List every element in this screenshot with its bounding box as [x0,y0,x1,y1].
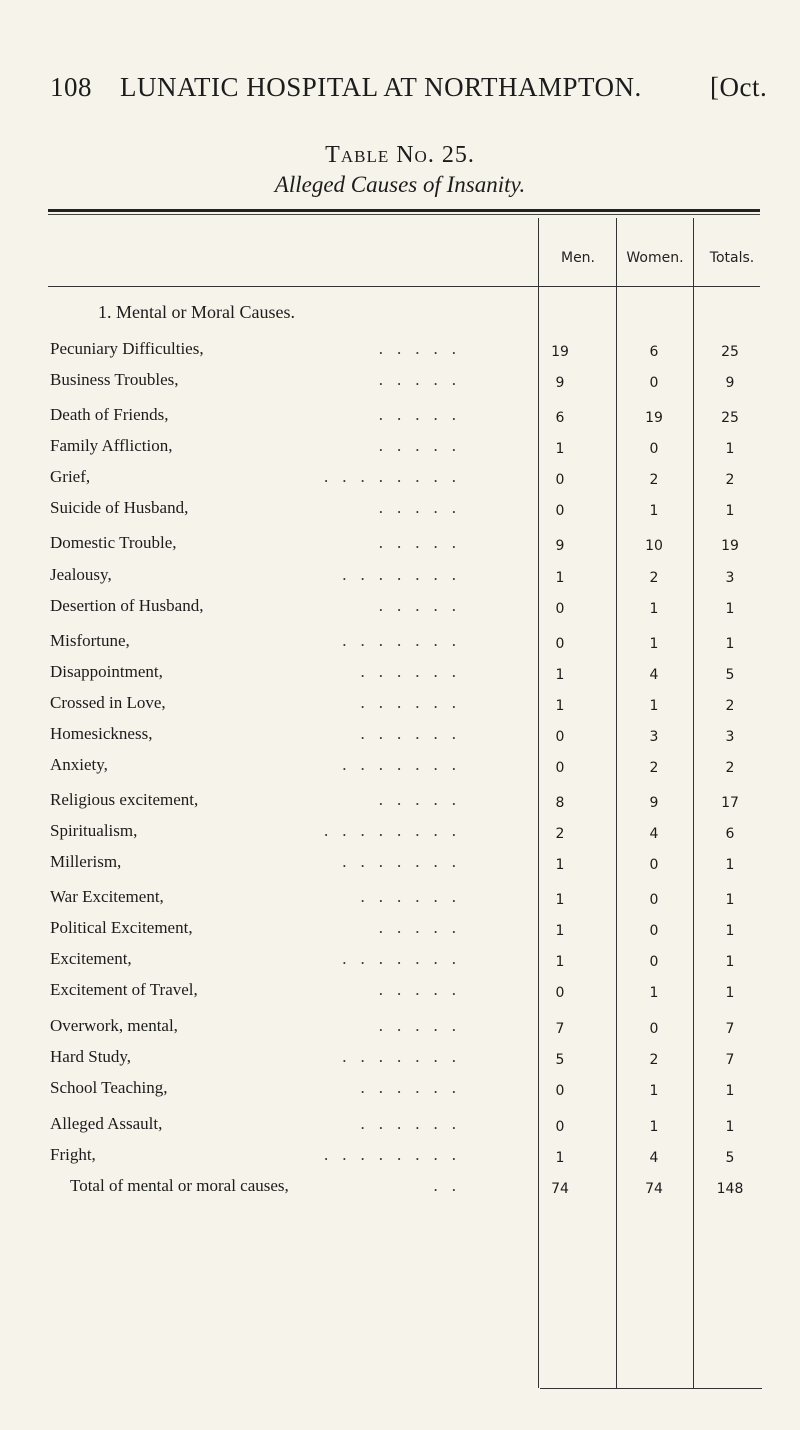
row-leader-dots: ..... [378,980,470,999]
row-men: 1 [555,441,565,457]
row-leader-dots: ..... [378,339,470,358]
row-label: Alleged Assault, [50,1114,163,1133]
row-women: 0 [649,375,659,391]
row-women: 9 [649,795,659,811]
row-totals: 25 [721,344,739,360]
row-women: 1 [649,601,659,617]
row-men: 1 [555,667,565,683]
row-women: 0 [649,857,659,873]
row-women: 2 [649,472,659,488]
table-row [0,631,800,661]
table-row [0,1016,800,1046]
table-row [0,1047,800,1077]
row-label: Suicide of Husband, [50,498,189,517]
row-men: 9 [555,538,565,554]
row-label: Overwork, mental, [50,1016,178,1035]
total-rule [540,1388,762,1389]
row-women: 2 [649,570,659,586]
row-women: 0 [649,954,659,970]
row-leader-dots: ........ [324,821,470,840]
column-header-men: Men. [560,250,595,266]
total-women: 74 [645,1181,663,1197]
row-men: 0 [555,472,565,488]
table-row [0,852,800,882]
row-women: 6 [649,344,659,360]
row-label: Grief, [50,467,91,486]
row-men: 0 [555,1119,565,1135]
table-row [0,1145,800,1175]
section-title-text: 1. Mental or Moral Causes. [98,302,295,322]
row-leader-dots: ..... [378,790,470,809]
row-totals: 2 [725,760,735,776]
row-label: Excitement of Travel, [50,980,198,999]
row-men: 0 [555,985,565,1001]
row-totals: 19 [721,538,739,554]
row-women: 10 [645,538,663,554]
row-leader-dots: ..... [378,405,470,424]
row-totals: 1 [725,857,735,873]
row-leader-dots: ..... [378,436,470,455]
column-header-totals: Totals. [709,250,755,266]
row-men: 1 [555,892,565,908]
row-leader-dots: ..... [378,498,470,517]
row-women: 1 [649,698,659,714]
row-women: 4 [649,1150,659,1166]
row-men: 1 [555,698,565,714]
row-totals: 1 [725,1119,735,1135]
total-totals: 148 [716,1181,744,1197]
row-leader-dots: ..... [378,918,470,937]
row-label: Fright, [50,1145,96,1164]
running-title: LUNATIC HOSPITAL AT NORTHAMPTON. [120,72,642,102]
row-women: 4 [649,826,659,842]
row-label: Domestic Trouble, [50,533,177,552]
row-totals: 25 [721,410,739,426]
row-label: Pecuniary Difficulties, [50,339,204,358]
table-row [0,405,800,435]
row-women: 2 [649,1052,659,1068]
row-label: Political Excitement, [50,918,193,937]
row-leader-dots: ........ [324,467,470,486]
row-men: 0 [555,1083,565,1099]
row-label: Anxiety, [50,755,108,774]
table-title: Table No. 25. [325,142,475,168]
row-label: Millerism, [50,852,122,871]
row-leader-dots: ...... [360,693,470,712]
row-leader-dots: ..... [378,596,470,615]
row-leader-dots: ...... [360,1078,470,1097]
row-women: 0 [649,923,659,939]
row-label: Misfortune, [50,631,130,650]
row-label: Family Affliction, [50,436,173,455]
row-totals: 1 [725,985,735,1001]
row-women: 0 [649,1021,659,1037]
row-leader-dots: ....... [342,1047,470,1066]
row-men: 1 [555,570,565,586]
row-women: 3 [649,729,659,745]
table-row [0,436,800,466]
page-header [0,72,800,112]
row-totals: 2 [725,472,735,488]
table-row [0,1114,800,1144]
row-totals: 1 [725,923,735,939]
table-row [0,339,800,369]
total-leader-dots: .. [433,1176,470,1195]
running-month: [Oct. [710,72,768,102]
row-women: 1 [649,636,659,652]
row-totals: 1 [725,1083,735,1099]
row-label: Desertion of Husband, [50,596,204,615]
row-totals: 1 [725,441,735,457]
row-women: 1 [649,503,659,519]
table-row [0,693,800,723]
row-totals: 1 [725,954,735,970]
row-totals: 7 [725,1021,735,1037]
row-totals: 1 [725,892,735,908]
row-women: 1 [649,1119,659,1135]
table-row [0,724,800,754]
row-leader-dots: ....... [342,631,470,650]
table-row [0,467,800,497]
row-label: Death of Friends, [50,405,169,424]
row-men: 5 [555,1052,565,1068]
row-totals: 1 [725,503,735,519]
row-label: Disappointment, [50,662,163,681]
row-label: Business Troubles, [50,370,179,389]
row-leader-dots: ..... [378,1016,470,1035]
row-men: 0 [555,760,565,776]
row-leader-dots: ....... [342,755,470,774]
row-women: 2 [649,760,659,776]
row-men: 0 [555,636,565,652]
row-totals: 7 [725,1052,735,1068]
row-leader-dots: ....... [342,852,470,871]
row-men: 8 [555,795,565,811]
section-title [98,302,295,323]
column-header-women: Women. [626,250,684,266]
top-rule [48,209,760,212]
row-men: 0 [555,503,565,519]
row-women: 1 [649,985,659,1001]
row-totals: 5 [725,1150,735,1166]
row-men: 0 [555,729,565,745]
top-rule-thin [48,214,760,215]
table-row [0,565,800,595]
row-women: 19 [645,410,663,426]
table-row [0,755,800,785]
row-men: 6 [555,410,565,426]
row-label: Religious excitement, [50,790,199,809]
table-row [0,949,800,979]
row-totals: 9 [725,375,735,391]
table-row [0,790,800,820]
row-women: 4 [649,667,659,683]
row-label: Crossed in Love, [50,693,166,712]
table-row [0,662,800,692]
row-men: 1 [555,1150,565,1166]
row-leader-dots: ..... [378,370,470,389]
row-label: Excitement, [50,949,132,968]
row-leader-dots: ....... [342,949,470,968]
row-totals: 3 [725,570,735,586]
row-leader-dots: ...... [360,724,470,743]
row-men: 1 [555,954,565,970]
row-totals: 6 [725,826,735,842]
row-totals: 1 [725,636,735,652]
row-totals: 5 [725,667,735,683]
table-row [0,533,800,563]
table-row [0,887,800,917]
row-men: 1 [555,923,565,939]
row-leader-dots: ...... [360,1114,470,1133]
table-row [0,821,800,851]
row-men: 7 [555,1021,565,1037]
row-leader-dots: ........ [324,1145,470,1164]
table-row [0,918,800,948]
row-leader-dots: ...... [360,887,470,906]
header-rule [48,286,760,287]
row-men: 2 [555,826,565,842]
row-men: 19 [551,344,569,360]
row-women: 0 [649,892,659,908]
row-totals: 2 [725,698,735,714]
table-subtitle: Alleged Causes of Insanity. [274,172,526,197]
row-men: 9 [555,375,565,391]
row-totals: 1 [725,601,735,617]
table-row [0,1078,800,1108]
table-row [0,498,800,528]
table-row [0,370,800,400]
row-men: 0 [555,601,565,617]
row-totals: 3 [725,729,735,745]
row-label: War Excitement, [50,887,164,906]
row-women: 0 [649,441,659,457]
row-leader-dots: ..... [378,533,470,552]
row-label: Jealousy, [50,565,112,584]
row-label: Homesickness, [50,724,153,743]
total-row [0,1176,800,1206]
table-row [0,980,800,1010]
row-women: 1 [649,1083,659,1099]
row-leader-dots: ....... [342,565,470,584]
row-label: Hard Study, [50,1047,132,1066]
page-number: 108 [50,72,92,102]
total-men: 74 [551,1181,569,1197]
row-totals: 17 [721,795,739,811]
row-leader-dots: ...... [360,662,470,681]
row-men: 1 [555,857,565,873]
total-label: Total of mental or moral causes, [70,1176,289,1195]
row-label: School Teaching, [50,1078,168,1097]
table-row [0,596,800,626]
row-label: Spiritualism, [50,821,138,840]
